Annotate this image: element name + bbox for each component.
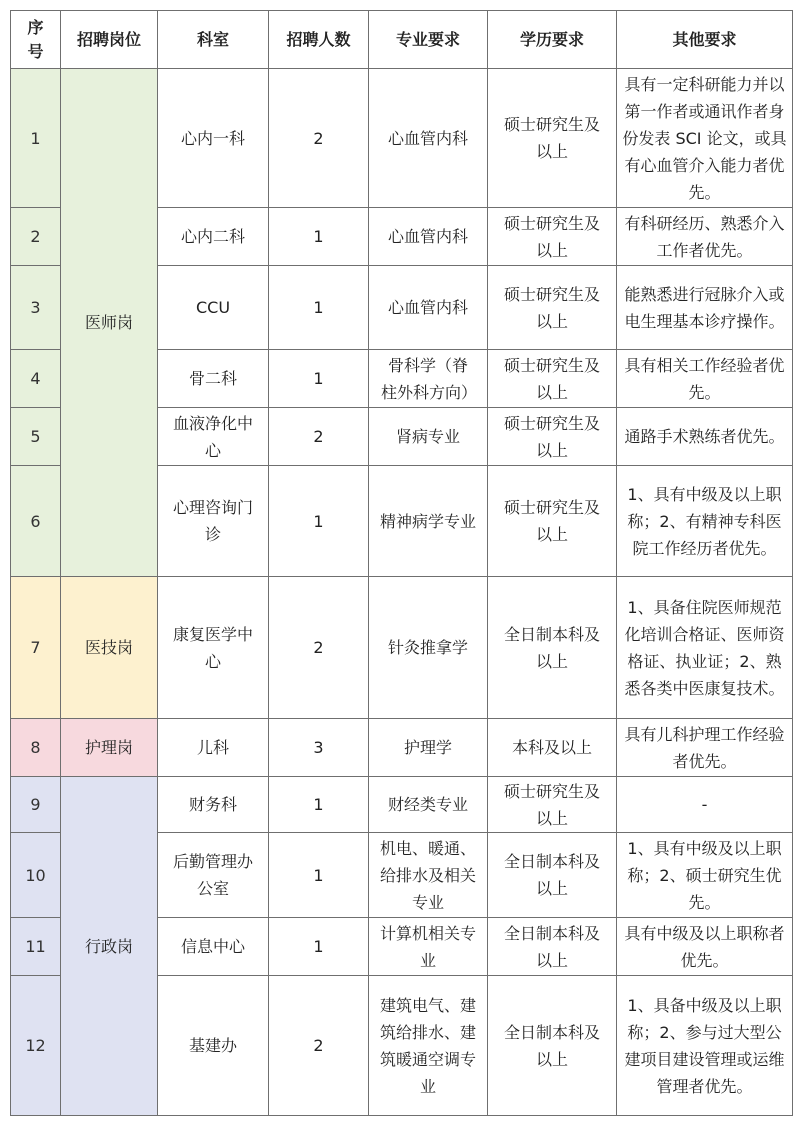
row-education: 硕士研究生及以上: [488, 266, 617, 350]
row-count: 1: [269, 350, 369, 408]
row-count: 1: [269, 777, 369, 833]
recruitment-table: [10, 10, 793, 1116]
row-major: 心血管内科: [369, 208, 488, 266]
row-education: 硕士研究生及以上: [488, 408, 617, 466]
row-other: 1、具有中级及以上职称；2、有精神专科医院工作经历者优先。: [617, 466, 793, 577]
row-other: 有科研经历、熟悉介入工作者优先。: [617, 208, 793, 266]
row-seq: 5: [11, 408, 61, 466]
row-other: 具有相关工作经验者优先。: [617, 350, 793, 408]
row-education: 硕士研究生及以上: [488, 69, 617, 208]
row-count: 2: [269, 408, 369, 466]
row-major: 肾病专业: [369, 408, 488, 466]
row-count: 1: [269, 833, 369, 918]
row-department: 信息中心: [158, 918, 269, 976]
header-education: 学历要求: [488, 11, 617, 69]
header-position: 招聘岗位: [61, 11, 158, 69]
row-major: 机电、暖通、给排水及相关专业: [369, 833, 488, 918]
row-major: 针灸推拿学: [369, 577, 488, 719]
position-doctor: 医师岗: [61, 69, 158, 577]
row-count: 2: [269, 69, 369, 208]
header-major: 专业要求: [369, 11, 488, 69]
table-row: [11, 577, 793, 719]
row-seq: 1: [11, 69, 61, 208]
row-other: 具有儿科护理工作经验者优先。: [617, 719, 793, 777]
row-seq: 10: [11, 833, 61, 918]
row-major: 护理学: [369, 719, 488, 777]
row-education: 硕士研究生及以上: [488, 466, 617, 577]
position-admin: 行政岗: [61, 777, 158, 1116]
row-education: 全日制本科及以上: [488, 918, 617, 976]
row-department: 骨二科: [158, 350, 269, 408]
row-education: 全日制本科及以上: [488, 976, 617, 1116]
row-department: 财务科: [158, 777, 269, 833]
row-education: 全日制本科及以上: [488, 577, 617, 719]
row-department: 基建办: [158, 976, 269, 1116]
table-row: [11, 777, 793, 833]
row-other: 具有中级及以上职称者优先。: [617, 918, 793, 976]
row-department: 心内二科: [158, 208, 269, 266]
table-row: [11, 69, 793, 208]
row-education: 全日制本科及以上: [488, 833, 617, 918]
row-education: 硕士研究生及以上: [488, 777, 617, 833]
row-major: 心血管内科: [369, 266, 488, 350]
row-other: 1、具备中级及以上职称；2、参与过大型公建项目建设管理或运维管理者优先。: [617, 976, 793, 1116]
row-seq: 6: [11, 466, 61, 577]
row-department: CCU: [158, 266, 269, 350]
position-nurse: 护理岗: [61, 719, 158, 777]
header-row: [11, 11, 793, 69]
row-department: 血液净化中心: [158, 408, 269, 466]
row-count: 1: [269, 208, 369, 266]
position-tech: 医技岗: [61, 577, 158, 719]
row-major: 骨科学（脊柱外科方向）: [369, 350, 488, 408]
row-seq: 8: [11, 719, 61, 777]
row-count: 2: [269, 577, 369, 719]
row-major: 财经类专业: [369, 777, 488, 833]
row-department: 心理咨询门诊: [158, 466, 269, 577]
row-education: 本科及以上: [488, 719, 617, 777]
row-seq: 3: [11, 266, 61, 350]
header-count: 招聘人数: [269, 11, 369, 69]
table-row: [11, 719, 793, 777]
row-major: 计算机相关专业: [369, 918, 488, 976]
row-major: 精神病学专业: [369, 466, 488, 577]
row-other: -: [617, 777, 793, 833]
row-other: 具有一定科研能力并以第一作者或通讯作者身份发表 SCI 论文，或具有心血管介入能力者优先。: [617, 69, 793, 208]
row-other: 1、具有中级及以上职称；2、硕士研究生优先。: [617, 833, 793, 918]
row-other: 1、具备住院医师规范化培训合格证、医师资格证、执业证；2、熟悉各类中医康复技术。: [617, 577, 793, 719]
row-count: 1: [269, 266, 369, 350]
header-other: 其他要求: [617, 11, 793, 69]
row-seq: 7: [11, 577, 61, 719]
row-seq: 9: [11, 777, 61, 833]
row-education: 硕士研究生及以上: [488, 208, 617, 266]
row-department: 心内一科: [158, 69, 269, 208]
row-education: 硕士研究生及以上: [488, 350, 617, 408]
row-seq: 4: [11, 350, 61, 408]
row-other: 能熟悉进行冠脉介入或电生理基本诊疗操作。: [617, 266, 793, 350]
row-department: 后勤管理办公室: [158, 833, 269, 918]
row-other: 通路手术熟练者优先。: [617, 408, 793, 466]
row-major: 建筑电气、建筑给排水、建筑暖通空调专业: [369, 976, 488, 1116]
row-seq: 11: [11, 918, 61, 976]
row-seq: 2: [11, 208, 61, 266]
header-seq: 序号: [11, 11, 61, 69]
header-department: 科室: [158, 11, 269, 69]
row-seq: 12: [11, 976, 61, 1116]
row-count: 1: [269, 918, 369, 976]
row-department: 康复医学中心: [158, 577, 269, 719]
row-count: 1: [269, 466, 369, 577]
row-department: 儿科: [158, 719, 269, 777]
row-major: 心血管内科: [369, 69, 488, 208]
row-count: 3: [269, 719, 369, 777]
row-count: 2: [269, 976, 369, 1116]
